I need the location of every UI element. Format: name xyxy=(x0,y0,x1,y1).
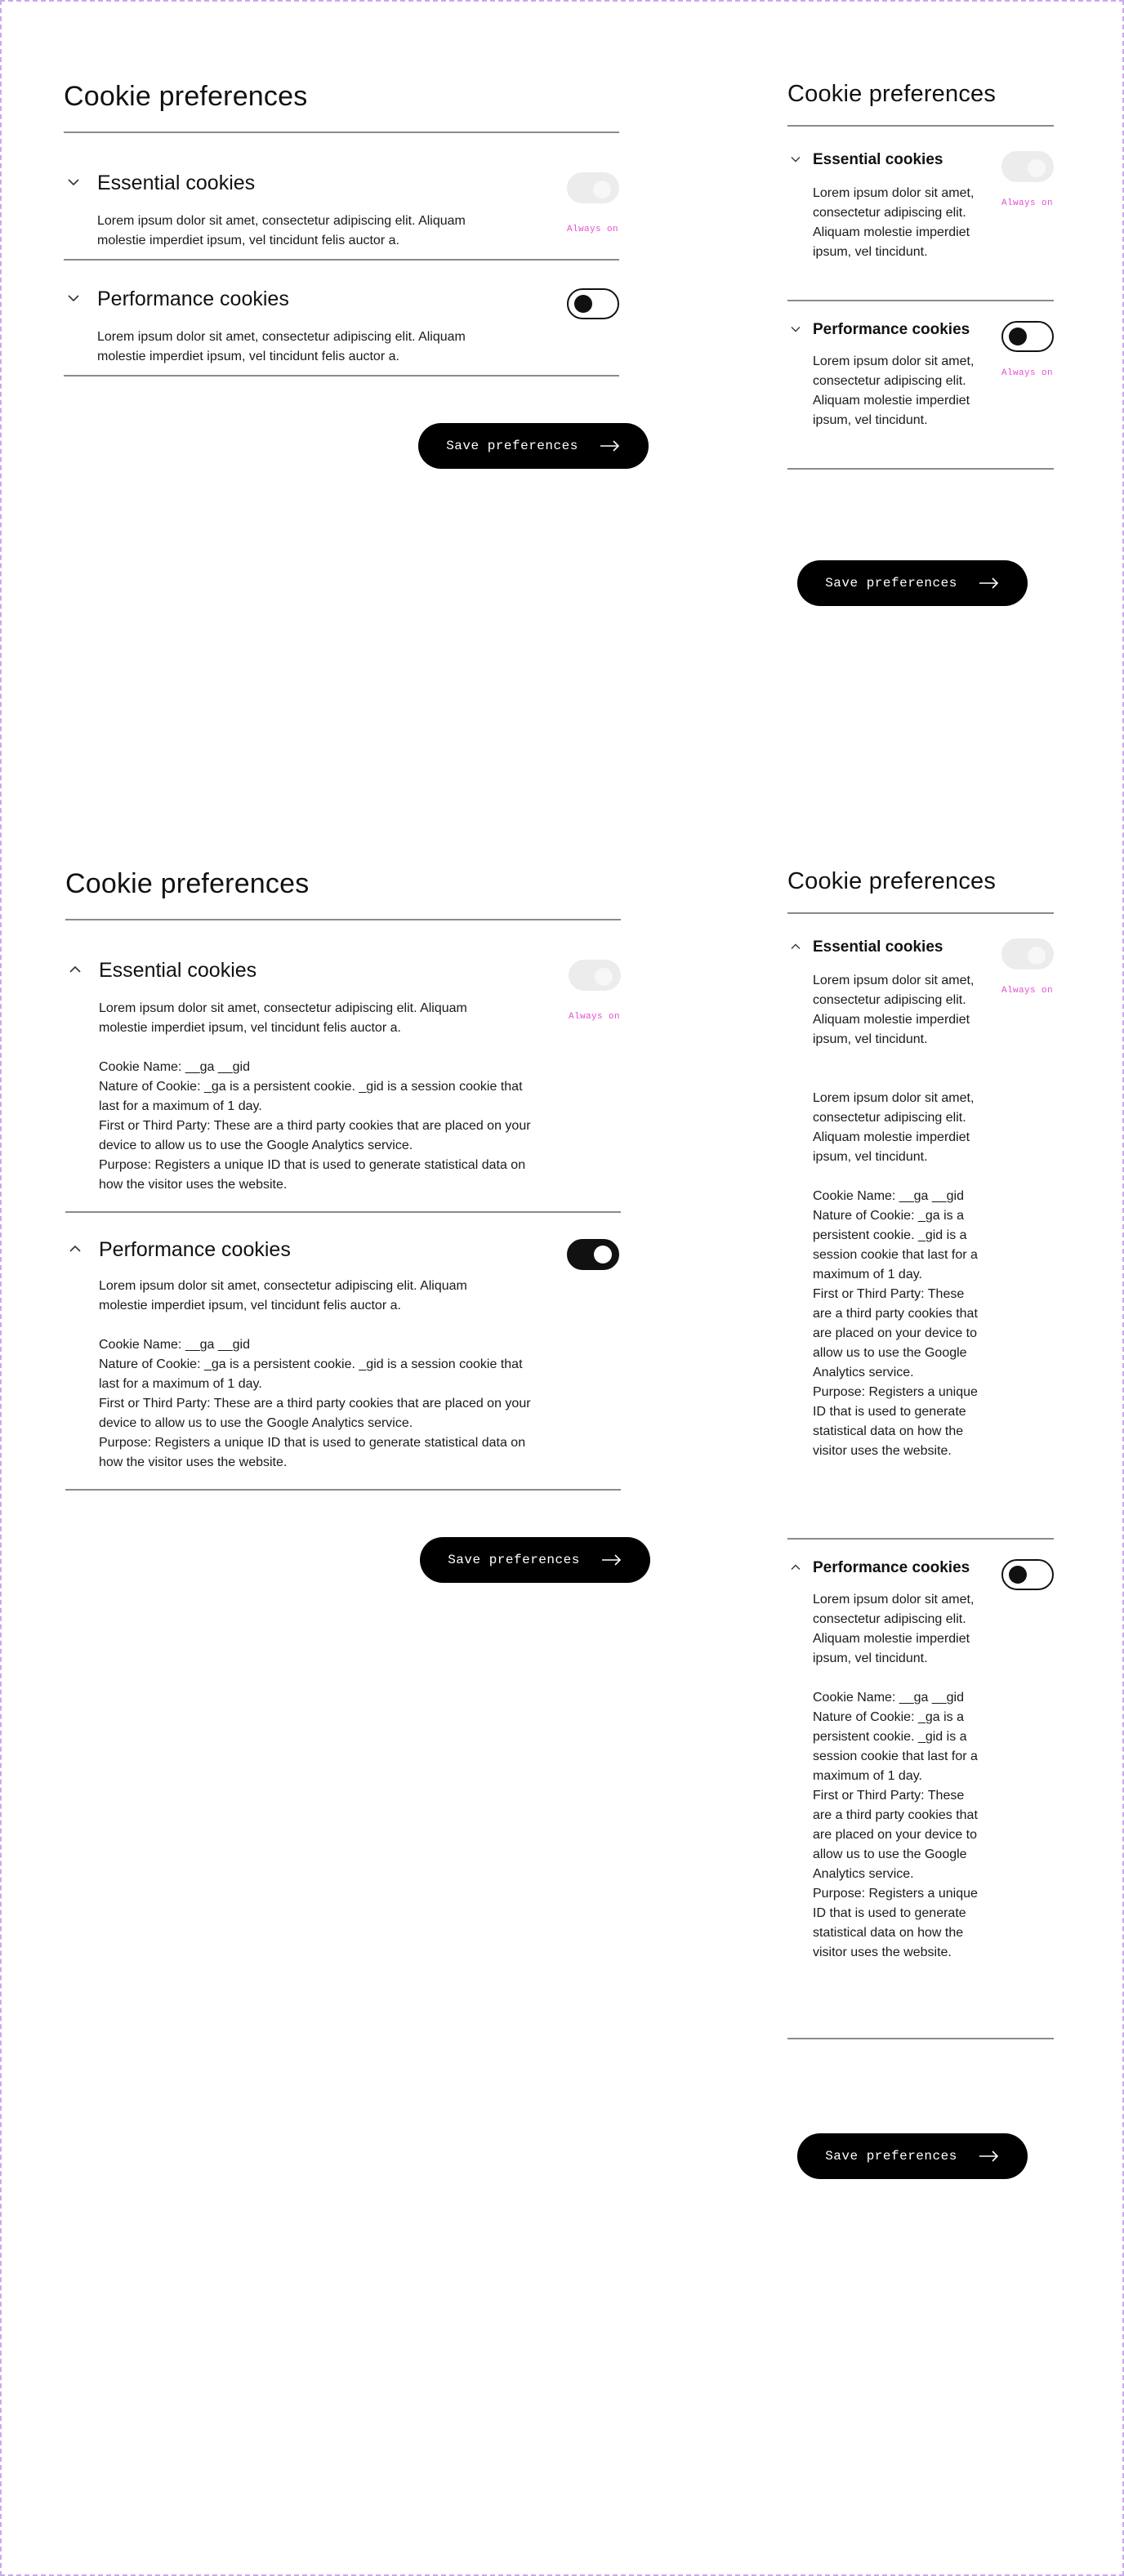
section-title[interactable]: Essential cookies xyxy=(99,958,257,982)
toggle-knob xyxy=(595,968,613,986)
page-title: Cookie preferences xyxy=(65,868,310,899)
toggle-knob xyxy=(593,180,611,198)
arrow-right-icon xyxy=(979,2150,1000,2162)
save-preferences-label: Save preferences xyxy=(446,439,578,453)
always-on-label: Always on xyxy=(1001,198,1054,208)
cookie-party: First or Third Party: These are a third party cookies that are placed on your device to allow us to use the Google Analytics service. xyxy=(813,1286,978,1379)
section-description: Lorem ipsum dolor sit amet, consectetur adipiscing elit. Aliquam molestie imperdiet ipsum, vel tincidunt. xyxy=(813,354,975,427)
cookie-nature: Nature of Cookie: _ga is a persistent cookie. _gid is a session cookie that last for a maximum of 1 day. xyxy=(99,1357,523,1391)
section-description-repeat: Lorem ipsum dolor sit amet, consectetur adipiscing elit. Aliquam molestie imperdiet ipsum, vel tincidunt. xyxy=(813,1090,975,1164)
cookie-purpose: Purpose: Registers a unique ID that is used to generate statistical data on how the visitor uses the website. xyxy=(813,1384,978,1458)
cookie-name: Cookie Name: __ga __gid xyxy=(99,1059,251,1074)
save-preferences-button[interactable] xyxy=(797,2133,1028,2179)
cookie-party: First or Third Party: These are a third party cookies that are placed on your device to allow us to use the Google Analytics service. xyxy=(99,1396,531,1430)
performance-toggle[interactable] xyxy=(1001,321,1054,352)
section-description: Lorem ipsum dolor sit amet, consectetur adipiscing elit. Aliquam molestie imperdiet ipsum, vel tincidunt felis auctor a. xyxy=(99,1278,467,1313)
section-description: Lorem ipsum dolor sit amet, consectetur adipiscing elit. Aliquam molestie imperdiet ipsum, vel tincidunt felis auctor a. xyxy=(97,213,466,247)
always-on-label: Always on xyxy=(1001,985,1054,996)
section-title[interactable]: Essential cookies xyxy=(97,171,256,194)
section-title[interactable]: Performance cookies xyxy=(813,320,970,338)
cookie-name: Cookie Name: __ga __gid xyxy=(99,1337,251,1352)
essential-toggle xyxy=(1001,151,1054,182)
cookie-panel-desktop-expanded xyxy=(65,867,653,1567)
cookie-party: First or Third Party: These are a third party cookies that are placed on your device to allow us to use the Google Analytics service. xyxy=(813,1788,978,1881)
save-preferences-button[interactable] xyxy=(418,423,649,469)
save-preferences-label: Save preferences xyxy=(448,1553,580,1567)
section-essential-cookies xyxy=(787,914,1054,1540)
section-title[interactable]: Performance cookies xyxy=(97,287,289,310)
toggle-knob xyxy=(594,1246,612,1263)
section-description: Lorem ipsum dolor sit amet, consectetur adipiscing elit. Aliquam molestie imperdiet ipsum, vel tincidunt felis auctor a. xyxy=(97,329,466,363)
section-performance-cookies xyxy=(64,261,619,377)
toggle-knob xyxy=(1028,159,1046,177)
essential-toggle xyxy=(569,960,621,991)
cookie-nature: Nature of Cookie: _ga is a persistent cookie. _gid is a session cookie that last for a maximum of 1 day. xyxy=(813,1709,978,1783)
arrow-right-icon xyxy=(979,577,1000,589)
always-on-label: Always on xyxy=(569,1011,621,1022)
chevron-up-icon[interactable] xyxy=(787,1559,804,1575)
performance-toggle[interactable] xyxy=(567,1239,619,1270)
cookie-details xyxy=(813,1688,981,1963)
always-on-label: Always on xyxy=(567,224,619,234)
section-essential-cookies xyxy=(65,920,621,1213)
page-title: Cookie preferences xyxy=(64,81,308,112)
section-title[interactable]: Essential cookies xyxy=(813,938,943,956)
cookie-nature: Nature of Cookie: _ga is a persistent cookie. _gid is a session cookie that last for a maximum of 1 day. xyxy=(99,1079,523,1113)
section-title[interactable]: Performance cookies xyxy=(813,1558,970,1576)
cookie-name: Cookie Name: __ga __gid xyxy=(813,1690,965,1705)
arrow-right-icon xyxy=(600,440,621,452)
section-description: Lorem ipsum dolor sit amet, consectetur adipiscing elit. Aliquam molestie imperdiet ipsum, vel tincidunt felis auctor a. xyxy=(99,1001,467,1035)
chevron-down-icon[interactable] xyxy=(787,151,804,167)
chevron-down-icon[interactable] xyxy=(787,321,804,337)
cookie-party: First or Third Party: These are a third party cookies that are placed on your device to allow us to use the Google Analytics service. xyxy=(99,1118,531,1152)
section-title[interactable]: Performance cookies xyxy=(99,1237,291,1261)
toggle-knob xyxy=(1028,947,1046,965)
section-title[interactable]: Essential cookies xyxy=(813,150,943,168)
toggle-knob xyxy=(574,295,592,313)
toggle-knob xyxy=(1009,328,1027,345)
always-on-label: Always on xyxy=(1001,368,1054,378)
section-essential-cookies xyxy=(787,127,1054,301)
save-preferences-label: Save preferences xyxy=(825,576,957,591)
cookie-details xyxy=(99,1058,532,1195)
section-performance-cookies xyxy=(787,301,1054,470)
chevron-down-icon[interactable] xyxy=(64,288,83,308)
essential-toggle xyxy=(1001,938,1054,969)
section-performance-cookies xyxy=(787,1540,1054,2039)
section-description: Lorem ipsum dolor sit amet, consectetur adipiscing elit. Aliquam molestie imperdiet ipsum, vel tincidunt. xyxy=(813,185,975,259)
section-performance-cookies xyxy=(65,1213,621,1491)
section-essential-cookies xyxy=(64,133,619,261)
cookie-panel-mobile-collapsed xyxy=(787,80,1057,591)
save-preferences-button[interactable] xyxy=(420,1537,650,1583)
toggle-knob xyxy=(1009,1566,1027,1584)
chevron-up-icon[interactable] xyxy=(65,960,85,979)
cookie-panel-desktop-collapsed xyxy=(64,80,652,453)
cookie-panel-mobile-expanded xyxy=(787,867,1057,2164)
cookie-details xyxy=(99,1335,532,1473)
chevron-up-icon[interactable] xyxy=(65,1239,85,1259)
arrow-right-icon xyxy=(601,1554,622,1566)
cookie-purpose: Purpose: Registers a unique ID that is used to generate statistical data on how the visitor uses the website. xyxy=(99,1157,526,1192)
cookie-nature: Nature of Cookie: _ga is a persistent cookie. _gid is a session cookie that last for a maximum of 1 day. xyxy=(813,1208,978,1281)
cookie-purpose: Purpose: Registers a unique ID that is used to generate statistical data on how the visitor uses the website. xyxy=(99,1435,526,1469)
cookie-details xyxy=(813,1187,981,1461)
save-preferences-label: Save preferences xyxy=(825,2149,957,2164)
page-title: Cookie preferences xyxy=(787,81,997,107)
chevron-up-icon[interactable] xyxy=(787,938,804,955)
cookie-name: Cookie Name: __ga __gid xyxy=(813,1188,965,1203)
section-description: Lorem ipsum dolor sit amet, consectetur adipiscing elit. Aliquam molestie imperdiet ipsum, vel tincidunt. xyxy=(813,973,975,1046)
section-description: Lorem ipsum dolor sit amet, consectetur adipiscing elit. Aliquam molestie imperdiet ipsum, vel tincidunt. xyxy=(813,1592,975,1665)
essential-toggle xyxy=(567,172,619,203)
save-preferences-button[interactable] xyxy=(797,560,1028,606)
performance-toggle[interactable] xyxy=(567,288,619,319)
performance-toggle[interactable] xyxy=(1001,1559,1054,1590)
page-title: Cookie preferences xyxy=(787,868,997,894)
cookie-purpose: Purpose: Registers a unique ID that is used to generate statistical data on how the visitor uses the website. xyxy=(813,1886,978,1959)
chevron-down-icon[interactable] xyxy=(64,172,83,192)
